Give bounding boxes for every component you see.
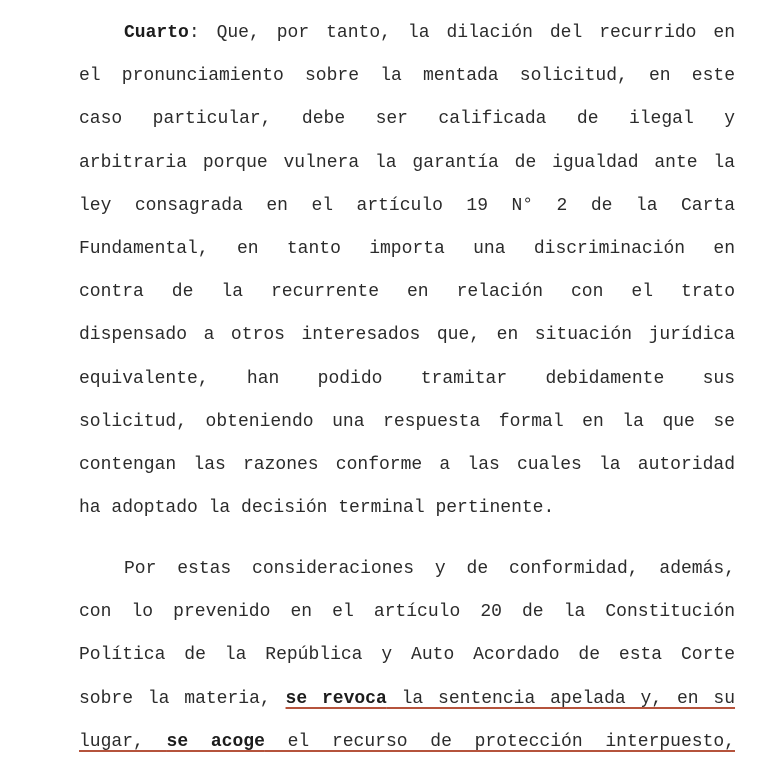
paragraph-line: solicitud, obteniendo una respuesta formal en la que se	[79, 411, 735, 432]
ruling-revoca: se revoca	[285, 688, 387, 709]
section-label: Cuarto	[124, 23, 189, 43]
paragraph-line: arbitraria porque vulnera la garantía de igualdad ante la	[79, 152, 735, 173]
paragraph-line: contra de la recurrente en relación con el trato	[79, 282, 735, 303]
paragraph-line: caso particular, debe ser calificada de ilegal y	[79, 109, 735, 130]
ruling-acoge: se acoge	[166, 731, 265, 752]
paragraph-line: ha adoptado la decisión terminal pertinente.	[79, 498, 555, 519]
paragraph-line: ley consagrada en el artículo 19 N° 2 de la Carta	[79, 195, 735, 216]
paragraph-line: el pronunciamiento sobre la mentada solicitud, en este	[79, 66, 735, 87]
paragraph-line: lugar, se acoge el recurso de protección interpuesto,	[79, 731, 735, 752]
paragraph-line: contengan las razones conforme a las cuales la autoridad	[79, 454, 735, 475]
paragraph-line: Por estas consideraciones y de conformidad, además,	[124, 559, 735, 579]
paragraph-line: con lo prevenido en el artículo 20 de la Constitución	[79, 602, 735, 623]
underlined-ruling: se revoca la sentencia apelada y, en su	[285, 688, 736, 709]
paragraph-line: Cuarto: Que, por tanto, la dilación del recurrido en	[124, 23, 735, 43]
paragraph-resolution	[79, 548, 735, 764]
paragraph-line: Fundamental, en tanto importa una discriminación en	[79, 238, 735, 259]
paragraph-line: dispensado a otros interesados que, en situación jurídica	[79, 325, 735, 346]
paragraph-cuarto	[79, 12, 735, 530]
paragraph-line: sobre la materia, se revoca la sentencia apelada y, en su	[79, 688, 736, 709]
paragraph-line: equivalente, han podido tramitar debidamente sus	[79, 368, 735, 389]
paragraph-line: Política de la República y Auto Acordado de esta Corte	[79, 645, 735, 666]
